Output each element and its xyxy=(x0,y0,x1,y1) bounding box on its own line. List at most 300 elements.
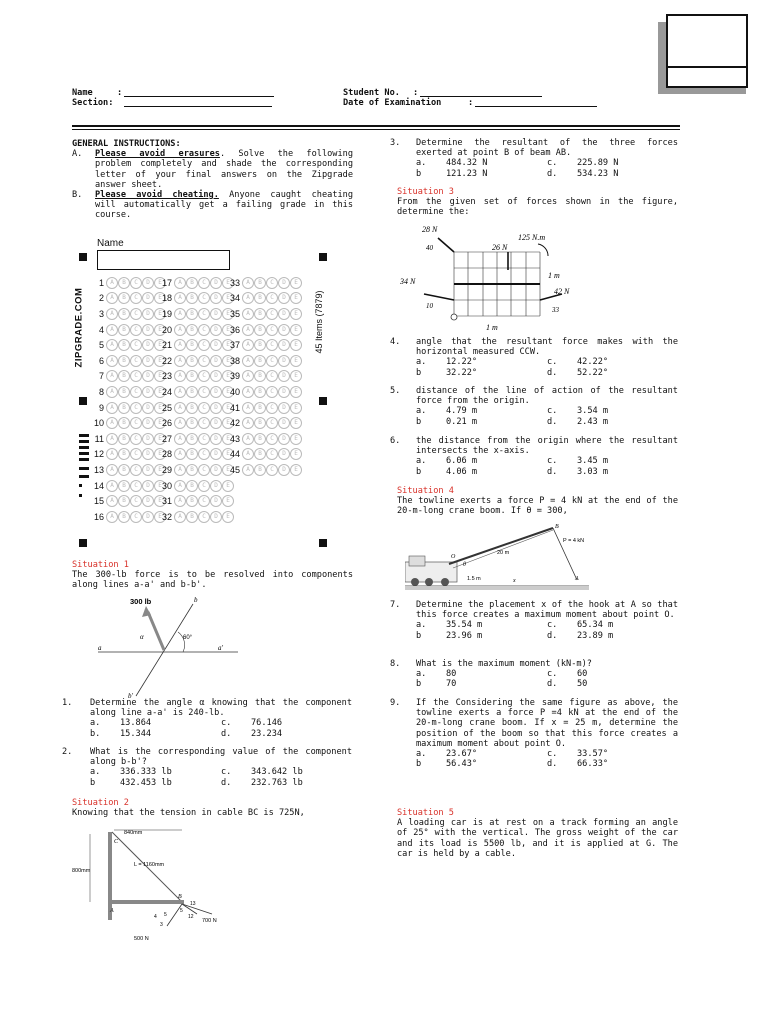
zip-bubble[interactable]: A xyxy=(242,277,254,289)
name-label: Name xyxy=(72,88,93,98)
zip-question-number: 37 xyxy=(229,340,240,351)
force-28N xyxy=(438,238,454,252)
label-alpha: α xyxy=(140,633,144,641)
option-row xyxy=(416,357,678,367)
zip-bubble[interactable]: D xyxy=(210,417,222,429)
option-value: 65.34 m xyxy=(577,620,614,631)
zip-bubble[interactable]: E xyxy=(222,370,234,382)
zip-bubble[interactable]: B xyxy=(254,324,266,336)
zip-bubble[interactable]: B xyxy=(118,292,130,304)
zip-bubble[interactable]: A xyxy=(106,370,118,382)
option-value: 60 xyxy=(577,669,588,680)
zip-bubble[interactable]: D xyxy=(278,355,290,367)
zip-bubble[interactable]: E xyxy=(154,308,166,320)
zip-bubble[interactable]: C xyxy=(198,448,210,460)
zip-bubble[interactable]: D xyxy=(210,308,222,320)
zip-bubble[interactable]: A xyxy=(106,495,118,507)
zip-bubble[interactable]: C xyxy=(130,308,142,320)
zip-name-box[interactable] xyxy=(97,250,230,270)
zip-bubble[interactable]: E xyxy=(154,277,166,289)
zip-bubble[interactable]: D xyxy=(210,464,222,476)
zip-bubble[interactable]: A xyxy=(242,402,254,414)
zip-bubble[interactable]: D xyxy=(210,277,222,289)
zip-bubble[interactable]: B xyxy=(118,433,130,445)
zip-bubble[interactable]: C xyxy=(198,339,210,351)
zip-bubble[interactable]: D xyxy=(142,355,154,367)
zip-bubble[interactable]: E xyxy=(222,417,234,429)
zip-bubble[interactable]: A xyxy=(242,355,254,367)
zip-bubble[interactable]: C xyxy=(130,433,142,445)
answer-option xyxy=(416,679,547,689)
zip-bubble[interactable]: A xyxy=(106,448,118,460)
zip-bubble[interactable]: D xyxy=(142,308,154,320)
option-row xyxy=(416,631,678,641)
zip-bubble[interactable]: B xyxy=(118,370,130,382)
zip-bubble[interactable]: E xyxy=(290,464,302,476)
zip-bubble[interactable]: C xyxy=(130,511,142,523)
zip-bubble[interactable]: B xyxy=(186,355,198,367)
zip-column-3 xyxy=(224,275,314,478)
zip-bubble[interactable]: A xyxy=(174,480,186,492)
zip-bubble[interactable]: E xyxy=(290,433,302,445)
zip-bubble[interactable]: A xyxy=(174,292,186,304)
section-field[interactable] xyxy=(124,106,272,107)
zip-bubble[interactable]: D xyxy=(278,292,290,304)
zip-bubble[interactable]: D xyxy=(278,402,290,414)
zip-bubble[interactable]: B xyxy=(118,386,130,398)
zip-bubble[interactable]: D xyxy=(278,308,290,320)
zip-name-label: Name xyxy=(97,238,124,249)
zip-bubble[interactable]: B xyxy=(186,386,198,398)
zip-question-number: 17 xyxy=(161,277,172,288)
option-letter: d. xyxy=(547,759,558,770)
zip-bubble[interactable]: B xyxy=(186,480,198,492)
zip-bubble[interactable]: C xyxy=(198,308,210,320)
zip-bubble[interactable]: E xyxy=(154,433,166,445)
answer-option xyxy=(416,456,547,466)
zip-bubble[interactable]: D xyxy=(142,292,154,304)
zip-bubble[interactable]: B xyxy=(254,370,266,382)
zip-bubble[interactable]: C xyxy=(130,386,142,398)
zip-bubble[interactable]: D xyxy=(210,370,222,382)
zip-bubble[interactable]: C xyxy=(266,339,278,351)
zip-bubble[interactable]: B xyxy=(118,511,130,523)
zip-bubble[interactable]: E xyxy=(290,402,302,414)
zip-answer-row xyxy=(224,400,314,416)
zip-bubble[interactable]: A xyxy=(242,464,254,476)
zip-bubble[interactable]: A xyxy=(106,355,118,367)
zip-bubble[interactable]: D xyxy=(142,448,154,460)
zip-bubble[interactable]: E xyxy=(154,370,166,382)
zip-bubble[interactable]: A xyxy=(242,324,254,336)
zip-bubble[interactable]: E xyxy=(222,433,234,445)
option-letter: b. xyxy=(90,728,101,739)
zip-bubble[interactable]: B xyxy=(186,339,198,351)
option-row xyxy=(416,406,678,416)
zip-bubble[interactable]: A xyxy=(242,370,254,382)
zip-bubble[interactable]: B xyxy=(254,386,266,398)
zip-bubble[interactable]: C xyxy=(130,355,142,367)
zip-bubble[interactable]: B xyxy=(118,339,130,351)
zip-bubble[interactable]: B xyxy=(254,464,266,476)
zip-bubble[interactable]: A xyxy=(174,308,186,320)
zip-bubble[interactable]: E xyxy=(290,370,302,382)
zip-bubble[interactable]: B xyxy=(186,464,198,476)
zip-bubble[interactable]: B xyxy=(186,308,198,320)
option-row xyxy=(416,669,678,679)
zip-bubble[interactable]: C xyxy=(266,277,278,289)
zip-bubble[interactable]: C xyxy=(130,495,142,507)
zip-bubble[interactable]: E xyxy=(154,511,166,523)
zip-bubble[interactable]: A xyxy=(174,402,186,414)
zip-bubble[interactable]: C xyxy=(266,386,278,398)
zip-bubble[interactable]: C xyxy=(130,370,142,382)
zip-bubble[interactable]: B xyxy=(254,448,266,460)
zip-bubble[interactable]: B xyxy=(254,402,266,414)
option-value: 52.22° xyxy=(577,367,609,378)
option-row xyxy=(416,417,678,427)
wall xyxy=(108,832,112,920)
zip-bubble[interactable]: C xyxy=(266,355,278,367)
zip-bubble[interactable]: D xyxy=(210,355,222,367)
zip-bubble[interactable]: D xyxy=(210,339,222,351)
zip-bubble[interactable]: B xyxy=(186,448,198,460)
zip-answer-row xyxy=(156,509,246,525)
zip-bubble[interactable]: E xyxy=(290,277,302,289)
zip-bubble[interactable]: C xyxy=(130,292,142,304)
zip-bubble[interactable]: D xyxy=(142,464,154,476)
option-value: 225.89 N xyxy=(577,158,619,169)
zip-bubble[interactable]: D xyxy=(278,339,290,351)
label-700N: 700 N xyxy=(202,918,217,924)
zip-bubble[interactable]: E xyxy=(154,448,166,460)
zip-bubble[interactable]: A xyxy=(174,417,186,429)
zip-bubble[interactable]: E xyxy=(222,324,234,336)
option-value: 0.21 m xyxy=(446,416,478,427)
zip-question-number: 40 xyxy=(229,386,240,397)
zip-bubble[interactable]: D xyxy=(278,324,290,336)
zip-bubble[interactable]: B xyxy=(254,417,266,429)
zip-bubble[interactable]: A xyxy=(174,370,186,382)
name-field[interactable] xyxy=(124,96,274,97)
zip-bubble[interactable]: A xyxy=(106,402,118,414)
zip-bubble[interactable]: A xyxy=(174,355,186,367)
zip-bubble[interactable]: A xyxy=(106,386,118,398)
zip-question-number: 41 xyxy=(229,402,240,413)
zip-answer-row xyxy=(156,478,246,494)
zip-bubble[interactable]: C xyxy=(130,480,142,492)
zip-bubble[interactable]: C xyxy=(266,324,278,336)
zip-bubble[interactable]: E xyxy=(154,386,166,398)
zip-bubble[interactable]: C xyxy=(198,480,210,492)
instructions-title: GENERAL INSTRUCTIONS: xyxy=(72,139,181,149)
option-value: 32.22° xyxy=(446,367,478,378)
corner-mark-ml xyxy=(79,397,87,405)
zip-bubble[interactable]: D xyxy=(142,511,154,523)
zip-bubble[interactable]: A xyxy=(174,495,186,507)
zip-bubble[interactable]: B xyxy=(254,355,266,367)
corner-mark-mr xyxy=(319,397,327,405)
zip-bubble[interactable]: E xyxy=(222,277,234,289)
zip-bubble[interactable]: D xyxy=(278,277,290,289)
zip-bubble[interactable]: A xyxy=(106,324,118,336)
zip-bubble[interactable]: E xyxy=(154,417,166,429)
zip-bubble[interactable]: C xyxy=(198,277,210,289)
zip-bubble[interactable]: B xyxy=(118,355,130,367)
option-value: 432.453 lb xyxy=(120,777,172,788)
zip-bubble[interactable]: D xyxy=(278,464,290,476)
zip-bubble[interactable]: D xyxy=(142,324,154,336)
zip-bubble[interactable]: D xyxy=(142,370,154,382)
zip-bubble[interactable]: D xyxy=(210,480,222,492)
zip-bubble[interactable]: E xyxy=(290,308,302,320)
zip-bubble[interactable]: B xyxy=(254,339,266,351)
zip-bubble[interactable]: C xyxy=(198,386,210,398)
zip-bubble[interactable]: C xyxy=(198,433,210,445)
zip-question-number: 19 xyxy=(161,308,172,319)
q2-num: 2. xyxy=(62,747,73,757)
zip-bubble[interactable]: E xyxy=(154,355,166,367)
zip-bubble[interactable]: E xyxy=(290,417,302,429)
zip-bubble[interactable]: A xyxy=(106,277,118,289)
zip-bubble[interactable]: B xyxy=(186,324,198,336)
zip-bubble[interactable]: A xyxy=(174,433,186,445)
zip-bubble[interactable]: D xyxy=(142,277,154,289)
situation1-figure xyxy=(98,592,248,702)
zip-bubble[interactable]: A xyxy=(174,324,186,336)
zip-bubble[interactable]: B xyxy=(186,277,198,289)
option-letter: c. xyxy=(547,620,558,631)
wheel-3 xyxy=(441,578,449,586)
label-42N: 42 N xyxy=(554,287,570,296)
zip-bubble[interactable]: E xyxy=(222,402,234,414)
zip-bubble[interactable]: D xyxy=(210,292,222,304)
zip-bubble[interactable]: E xyxy=(154,464,166,476)
zip-bubble[interactable]: E xyxy=(290,386,302,398)
zip-bubble[interactable]: E xyxy=(222,511,234,523)
date-field[interactable] xyxy=(475,106,597,107)
label-a-prime: a' xyxy=(218,644,223,652)
zip-bubble[interactable]: D xyxy=(142,339,154,351)
zip-bubble[interactable]: B xyxy=(186,417,198,429)
zip-bubble[interactable]: A xyxy=(106,417,118,429)
zip-bubble[interactable]: E xyxy=(154,480,166,492)
zip-bubble[interactable]: D xyxy=(210,324,222,336)
instr-b-body: Anyone caught cheating will automatically get a failing grade in this course. xyxy=(95,190,354,221)
label-C: C xyxy=(114,839,119,845)
zip-bubble[interactable]: C xyxy=(198,370,210,382)
option-letter: d. xyxy=(547,168,558,179)
zip-bubble[interactable]: C xyxy=(266,402,278,414)
zip-bubble[interactable]: E xyxy=(154,402,166,414)
zip-bubble[interactable]: A xyxy=(106,433,118,445)
zip-bubble[interactable]: D xyxy=(210,433,222,445)
label-1m-h: 1 m xyxy=(486,323,498,332)
zip-bubble[interactable]: E xyxy=(154,339,166,351)
zip-bubble[interactable]: D xyxy=(142,433,154,445)
zip-bubble[interactable]: D xyxy=(210,511,222,523)
zip-question-number: 12 xyxy=(93,449,104,460)
zip-bubble[interactable]: D xyxy=(142,386,154,398)
zip-bubble[interactable]: C xyxy=(130,339,142,351)
zip-bubble[interactable]: B xyxy=(186,370,198,382)
zip-bubble[interactable]: C xyxy=(198,464,210,476)
zip-bubble[interactable]: D xyxy=(278,417,290,429)
zip-question-number: 13 xyxy=(93,464,104,475)
option-value: 336.333 lb xyxy=(120,767,172,778)
zip-bubble[interactable]: E xyxy=(290,292,302,304)
zip-bubble[interactable]: D xyxy=(142,480,154,492)
zip-bubble[interactable]: D xyxy=(210,402,222,414)
zip-question-number: 33 xyxy=(229,277,240,288)
zip-bubble[interactable]: C xyxy=(266,370,278,382)
zip-bubble[interactable]: A xyxy=(242,386,254,398)
zip-bubble[interactable]: C xyxy=(130,324,142,336)
zip-bubble[interactable]: C xyxy=(198,511,210,523)
zip-bubble[interactable]: B xyxy=(254,308,266,320)
zip-bubble[interactable]: E xyxy=(222,480,234,492)
zip-bubble[interactable]: A xyxy=(174,448,186,460)
zip-bubble[interactable]: C xyxy=(198,495,210,507)
zip-bubble[interactable]: B xyxy=(118,324,130,336)
zip-bubble[interactable]: A xyxy=(242,417,254,429)
zip-bubble[interactable]: D xyxy=(210,386,222,398)
option-value: 50 xyxy=(577,679,588,690)
student-no-field[interactable] xyxy=(420,96,542,97)
zip-bubble[interactable]: E xyxy=(222,464,234,476)
zip-bubble[interactable]: B xyxy=(118,402,130,414)
zip-answer-row xyxy=(224,462,314,478)
zip-bubble[interactable]: D xyxy=(210,448,222,460)
zip-bubble[interactable]: B xyxy=(118,495,130,507)
zip-bubble[interactable]: C xyxy=(266,417,278,429)
zip-bubble[interactable]: C xyxy=(266,448,278,460)
zip-bubble[interactable]: A xyxy=(106,339,118,351)
zip-bubble[interactable]: E xyxy=(154,324,166,336)
corner-mark-tr xyxy=(319,253,327,261)
situation4-figure xyxy=(405,522,595,594)
instr-b-text xyxy=(95,190,353,221)
zip-answer-row xyxy=(224,384,314,400)
label-P: P = 4 kN xyxy=(563,538,585,544)
boom-lattice xyxy=(453,530,553,568)
zip-bubble[interactable]: A xyxy=(174,339,186,351)
zip-bubble[interactable]: B xyxy=(254,292,266,304)
zip-bubble[interactable]: E xyxy=(222,386,234,398)
zip-bubble[interactable]: B xyxy=(186,402,198,414)
zip-bubble[interactable]: B xyxy=(118,480,130,492)
zip-bubble[interactable]: A xyxy=(174,511,186,523)
zip-bubble[interactable]: A xyxy=(106,480,118,492)
zip-bubble[interactable]: C xyxy=(130,277,142,289)
zip-bubble[interactable]: C xyxy=(130,417,142,429)
option-row xyxy=(90,729,352,739)
zip-bubble[interactable]: C xyxy=(266,292,278,304)
zip-bubble[interactable]: C xyxy=(198,324,210,336)
label-800: 800mm xyxy=(72,868,91,874)
zip-bubble[interactable]: E xyxy=(222,339,234,351)
situation2-text: Knowing that the tension in cable BC is 725N, xyxy=(72,808,305,819)
zip-question-number: 24 xyxy=(161,386,172,397)
zip-bubble[interactable]: A xyxy=(242,339,254,351)
zip-bubble[interactable]: E xyxy=(222,355,234,367)
zip-bubble[interactable]: C xyxy=(198,402,210,414)
zip-bubble[interactable]: C xyxy=(198,417,210,429)
zip-bubble[interactable]: B xyxy=(118,464,130,476)
zip-bubble[interactable]: C xyxy=(198,355,210,367)
zip-bubble[interactable]: B xyxy=(186,433,198,445)
zip-bubble[interactable]: B xyxy=(186,292,198,304)
option-letter: a. xyxy=(90,718,101,729)
zip-bubble[interactable]: E xyxy=(290,355,302,367)
instr-a-marker: A. xyxy=(72,149,83,160)
zip-bubble[interactable]: D xyxy=(278,386,290,398)
zip-bubble[interactable]: A xyxy=(174,464,186,476)
zip-bubble[interactable]: A xyxy=(174,277,186,289)
zip-bubble[interactable]: C xyxy=(130,464,142,476)
zip-bubble[interactable]: D xyxy=(142,417,154,429)
zip-bubble[interactable]: A xyxy=(106,292,118,304)
zip-bubble[interactable]: C xyxy=(266,464,278,476)
zip-bubble[interactable]: A xyxy=(106,308,118,320)
option-value: 484.32 N xyxy=(446,158,488,169)
question-7 xyxy=(390,600,678,641)
zip-bubble[interactable]: B xyxy=(254,277,266,289)
zip-bubble[interactable]: B xyxy=(118,448,130,460)
zip-bubble[interactable]: A xyxy=(174,386,186,398)
zip-bubble[interactable]: B xyxy=(186,495,198,507)
zip-bubble[interactable]: B xyxy=(186,511,198,523)
answer-option xyxy=(221,778,352,788)
zip-bubble[interactable]: C xyxy=(198,292,210,304)
zip-bubble[interactable]: B xyxy=(118,308,130,320)
zip-bubble[interactable]: B xyxy=(118,277,130,289)
answer-option xyxy=(416,759,547,769)
zip-bubble[interactable]: E xyxy=(222,495,234,507)
zip-bubble[interactable]: D xyxy=(142,495,154,507)
answer-option xyxy=(547,158,678,168)
zip-bubble[interactable]: D xyxy=(278,433,290,445)
zip-bubble[interactable]: E xyxy=(290,448,302,460)
option-value: 23.67° xyxy=(446,749,478,760)
zip-bubble[interactable]: B xyxy=(118,417,130,429)
zip-bubble[interactable]: C xyxy=(266,308,278,320)
zip-bubble[interactable]: E xyxy=(154,495,166,507)
zip-bubble[interactable]: E xyxy=(154,292,166,304)
zip-bubble[interactable]: A xyxy=(242,292,254,304)
zip-bubble[interactable]: D xyxy=(210,495,222,507)
name-colon: : xyxy=(117,88,123,98)
zip-bubble[interactable]: C xyxy=(130,402,142,414)
zip-bubble[interactable]: E xyxy=(290,324,302,336)
zip-bubble[interactable]: B xyxy=(254,433,266,445)
zip-bubble[interactable]: C xyxy=(266,433,278,445)
zip-bubble[interactable]: D xyxy=(278,370,290,382)
zip-bubble[interactable]: A xyxy=(106,511,118,523)
zip-bubble[interactable]: A xyxy=(242,433,254,445)
zip-bubble[interactable]: E xyxy=(222,308,234,320)
zip-bubble[interactable]: E xyxy=(290,339,302,351)
zip-bubble[interactable]: A xyxy=(242,448,254,460)
zip-bubble[interactable]: E xyxy=(222,448,234,460)
zip-bubble[interactable]: D xyxy=(278,448,290,460)
zip-bubble[interactable]: C xyxy=(130,448,142,460)
zip-bubble[interactable]: E xyxy=(222,292,234,304)
zip-bubble[interactable]: D xyxy=(142,402,154,414)
zip-bubble[interactable]: A xyxy=(106,464,118,476)
zip-bubble[interactable]: A xyxy=(242,308,254,320)
answer-option xyxy=(547,749,678,759)
